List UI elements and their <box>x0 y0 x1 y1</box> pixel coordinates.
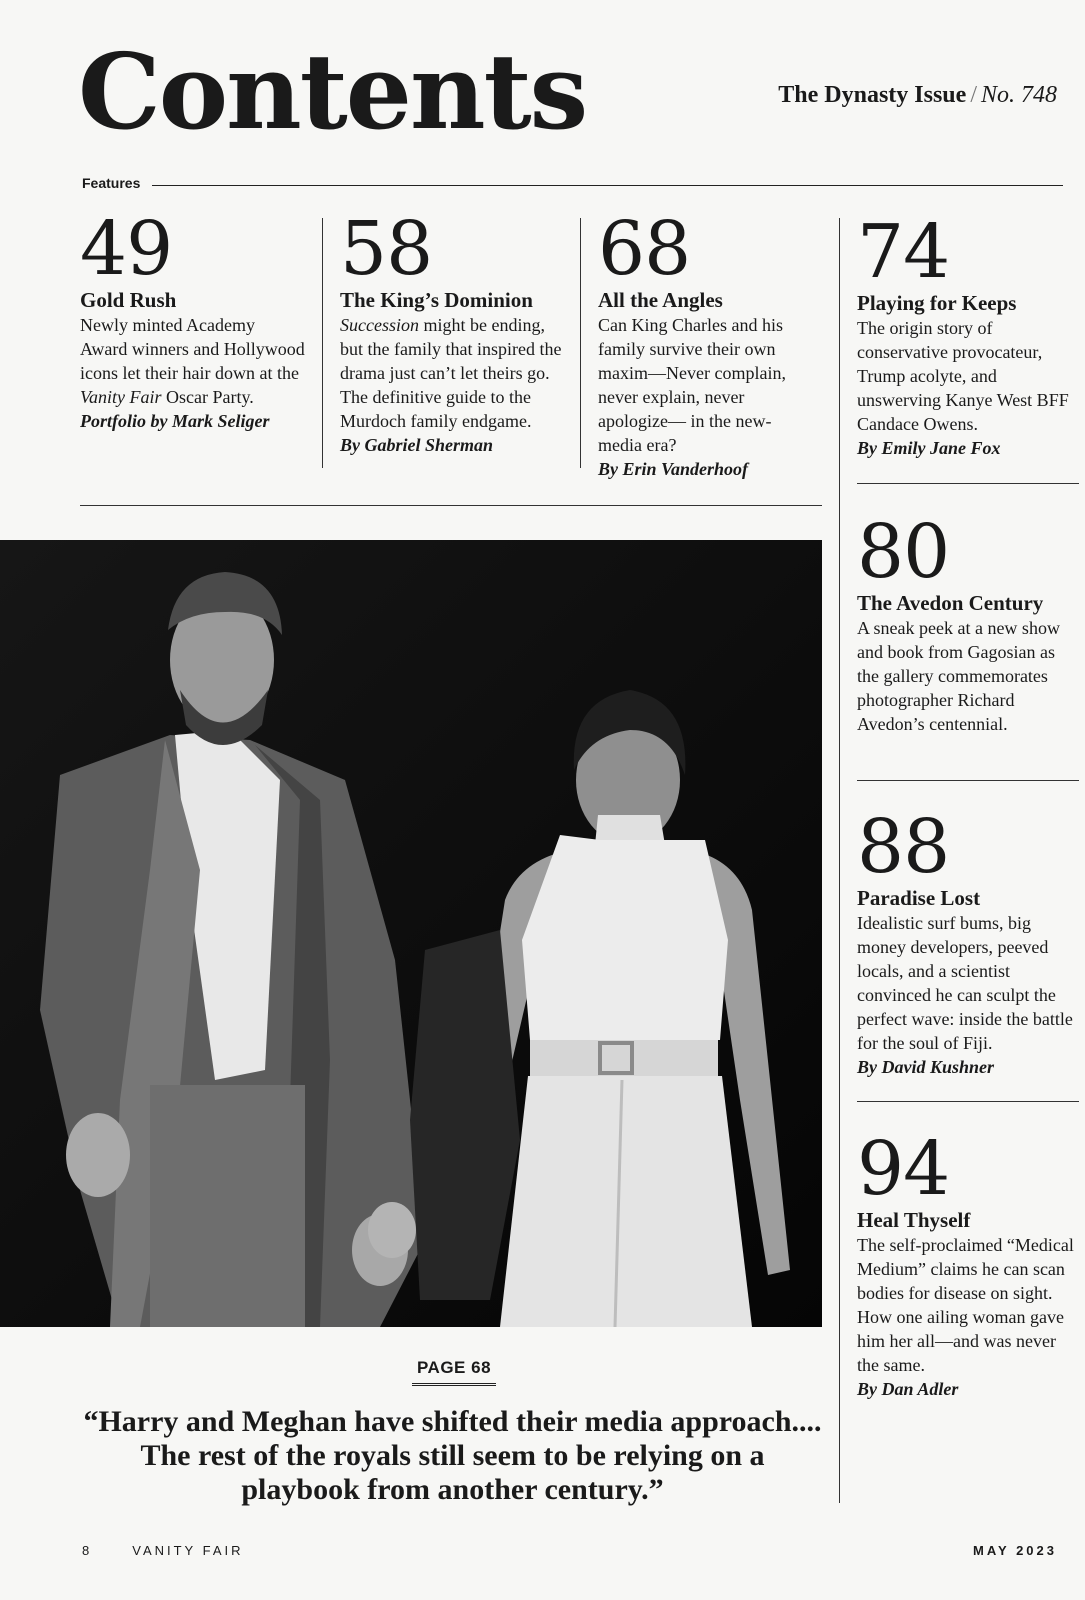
feature-row-rule <box>80 505 822 506</box>
page-number: 8 <box>82 1543 93 1558</box>
sidebar-rule <box>857 1101 1079 1102</box>
feature-page-number: 68 <box>598 206 691 292</box>
feature-photo <box>0 540 822 1327</box>
feature-description: The origin story of conservative provocateur, Trump acolyte, and unswerving Kanye West BFF Candace Owens. <box>857 318 1069 434</box>
feature-byline: By Emily Jane Fox <box>857 438 1001 458</box>
section-label: Features <box>82 175 141 191</box>
feature-title: Playing for Keeps <box>857 291 1017 315</box>
sidebar-divider <box>839 218 840 1503</box>
feature-page-number: 49 <box>80 206 173 292</box>
sidebar-rule <box>857 780 1079 781</box>
issue-name: The Dynasty Issue <box>778 82 967 108</box>
feature-item[interactable] <box>857 509 1077 736</box>
page-title: Contents <box>78 30 587 153</box>
feature-page-number: 94 <box>857 1126 950 1212</box>
feature-description: Idealistic surf bums, big money developers, peeved locals, and a scientist convinced he can sculpt the perfect wave: inside the battle for the soul of Fiji. <box>857 913 1073 1053</box>
magazine-name: VANITY FAIR <box>132 1543 244 1558</box>
feature-page-number: 74 <box>857 209 950 295</box>
feature-byline: Portfolio by Mark Seliger <box>80 411 270 431</box>
feature-byline: By Gabriel Sherman <box>340 435 494 455</box>
feature-title: The King’s Dominion <box>340 288 533 312</box>
feature-title: The Avedon Century <box>857 591 1044 615</box>
feature-page-number: 58 <box>340 206 433 292</box>
feature-description: A sneak peek at a new show and book from Gagosian as the gallery commemorates photographer Richard Avedon’s centennial. <box>857 618 1060 734</box>
column-divider <box>322 218 323 468</box>
pullquote-text: “Harry and Meghan have shifted their media approach.... The rest of the royals still seem to be relying on a playbook from another century.” <box>83 1405 822 1506</box>
feature-title: Heal Thyself <box>857 1208 971 1232</box>
feature-description: Newly minted Academy Award winners and Hollywood icons let their hair down at the Vanity Fair Oscar Party. <box>80 315 305 407</box>
pullquote-page-ref[interactable]: PAGE 68 <box>412 1358 496 1386</box>
feature-item[interactable] <box>340 206 565 457</box>
feature-page-number: 80 <box>857 509 950 595</box>
feature-description: The self-proclaimed “Medical Medium” claims he can scan bodies for disease on sight. How one ailing woman gave him her all—and was never the same. <box>857 1235 1074 1375</box>
footer-left <box>82 1543 284 1558</box>
feature-title: All the Angles <box>598 288 723 312</box>
feature-item[interactable] <box>857 804 1079 1079</box>
issue-date: MAY 2023 <box>973 1543 1057 1558</box>
column-divider <box>580 218 581 468</box>
issue-number: No. 748 <box>980 82 1057 108</box>
feature-item[interactable] <box>80 206 305 433</box>
issue-info <box>778 82 1057 109</box>
feature-byline: By David Kushner <box>857 1057 995 1077</box>
feature-description: Can King Charles and his family survive their own maxim—Never complain, never explain, never apologize— in the new-media era? <box>598 315 786 455</box>
feature-title: Gold Rush <box>80 288 177 312</box>
issue-separator: / <box>970 82 977 108</box>
feature-byline: By Erin Vanderhoof <box>598 459 749 479</box>
sidebar-rule <box>857 483 1079 484</box>
feature-byline: By Dan Adler <box>857 1379 959 1399</box>
feature-item[interactable] <box>857 209 1077 460</box>
section-rule <box>152 185 1063 186</box>
feature-title: Paradise Lost <box>857 886 981 910</box>
feature-item[interactable] <box>598 206 808 481</box>
feature-item[interactable] <box>857 1126 1079 1401</box>
feature-description: Succession might be ending, but the family that inspired the drama just can’t let theirs go. The definitive guide to the Murdoch family endgame. <box>340 315 562 431</box>
feature-page-number: 88 <box>857 804 950 890</box>
